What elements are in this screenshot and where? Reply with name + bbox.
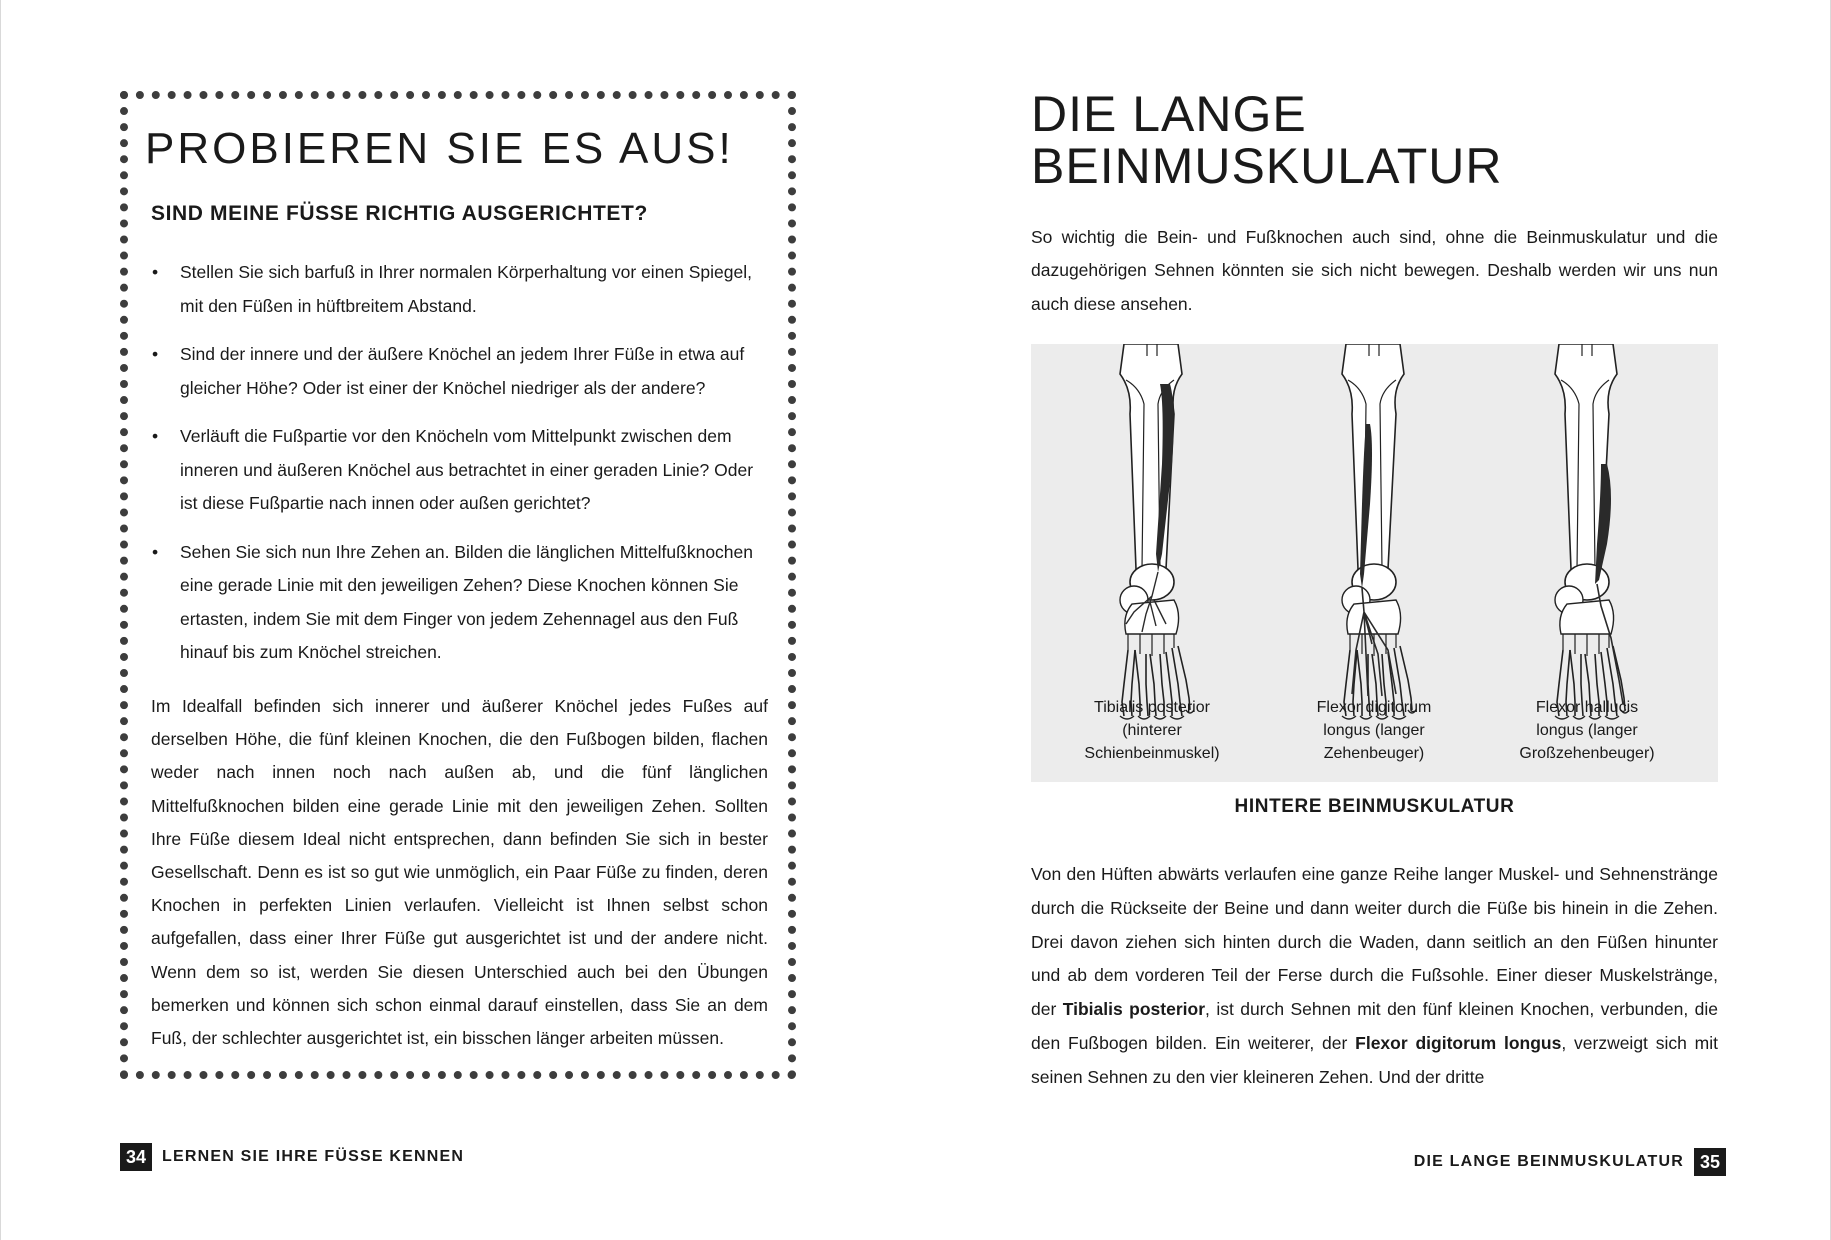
- body-paragraph: [1031, 858, 1718, 1095]
- figure-label-line: Flexor digitorum: [1316, 699, 1432, 716]
- figure-label-line: Zehenbeuger): [1323, 745, 1425, 762]
- body-term-flexor-digitorum-longus: Flexor digitorum longus: [1355, 1032, 1562, 1053]
- flexor-digitorum-longus-illustration: [1342, 344, 1416, 719]
- figure-label-line: Flexor hallucis: [1535, 699, 1639, 716]
- figure-label-flexor-hallucis-longus: [1487, 696, 1687, 765]
- checklist-item: [152, 338, 768, 405]
- checklist-item: [152, 536, 768, 670]
- figure-label-line: longus (langer: [1323, 722, 1425, 739]
- bullet-icon: •: [152, 426, 159, 446]
- figure-caption: HINTERE BEINMUSKULATUR: [1234, 796, 1515, 817]
- body-text-part: , verzweigt sich mit seinen Sehnen zu den vier kleineren Zehen. Und der dritte: [1031, 1032, 1718, 1087]
- checklist-item: [152, 420, 768, 521]
- try-it-title: PROBIEREN SIE ES AUS!: [145, 124, 734, 173]
- page-edge-left: [0, 0, 1, 1240]
- page-number-left: 34: [120, 1143, 152, 1171]
- figure-label-line: Tibialis posterior: [1094, 699, 1210, 716]
- bullet-icon: •: [152, 344, 159, 364]
- bullet-icon: •: [152, 541, 159, 562]
- running-head-left: LERNEN SIE IHRE FÜSSE KENNEN: [162, 1148, 465, 1165]
- try-it-paragraph: Im Idealfall befinden sich innerer und äußerer Knöchel jedes Fußes auf derselben Höhe, die fünf kleinen Knochen, die den Fußbogen bilden, flachen weder nach innen noch nach außen ab, und die fünf länglichen Mittelfußknochen bilden eine gerade Linie mit den jeweiligen Zehen. Sollten Ihre Füße diesem Ideal nicht entsprechen, dann befinden Sie sich in bester Gesellschaft. Denn es ist so gut wie unmöglich, ein Paar Füße zu finden, deren Knochen in perfekten Linien verlaufen. Vielleicht ist Ihnen selbst schon aufgefallen, dass einer Ihrer Füße gut ausgerichtet ist und der andere nicht. Wenn dem so ist, werden Sie diesen Unterschied auch bei den Übungen bemerken und können sich schon einmal darauf einstellen, dass Sie an dem Fuß, der schlechter ausgerichtet ist, ein bisschen länger arbeiten müssen.: [151, 696, 768, 1049]
- page-title-line-2: BEINMUSKULATUR: [1031, 138, 1503, 194]
- body-text-part: , ist durch Sehnen mit den fünf kleinen Knochen, verbunden, die den Fußbogen bilden. Ein weiterer, der: [1031, 999, 1719, 1053]
- footer-right: [1404, 1148, 1726, 1176]
- bullet-icon: •: [152, 262, 159, 282]
- intro-paragraph: So wichtig die Bein- und Fußknochen auch sind, ohne die Beinmuskulatur und die dazugehörigen Sehnen könnten sie sich nicht bewegen. Deshalb werden wir uns nun auch diese ansehen.: [1031, 227, 1718, 314]
- figure-label-flexor-digitorum-longus: [1274, 696, 1474, 765]
- page-title-line-1: DIE LANGE: [1031, 86, 1307, 142]
- page-title: [1031, 88, 1502, 192]
- checklist-item: [152, 256, 768, 323]
- checklist-item-text: Sehen Sie sich nun Ihre Zehen an. Bilden die länglichen Mittelfußknochen eine gerade Linie mit den jeweiligen Zehen? Diese Knochen können Sie ertasten, indem Sie mit dem Finger von jedem Zehennagel aus den Fuß hinauf bis zum Knöchel streichen.: [180, 541, 754, 662]
- checklist-item-text: Sind der innere und der äußere Knöchel an jedem Ihrer Füße in etwa auf gleicher Höhe? Oder ist einer der Knöchel niedriger als der andere?: [180, 344, 745, 398]
- figure-label-tibialis-posterior: [1052, 696, 1252, 765]
- footer-left: [120, 1143, 474, 1171]
- checklist-item-text: Verläuft die Fußpartie vor den Knöcheln vom Mittelpunkt zwischen dem inneren und äußeren Knöchel aus betrachtet in einer geraden Linie? Oder ist diese Fußpartie nach innen oder außen gerichtet?: [180, 426, 754, 513]
- flexor-hallucis-longus-illustration: [1555, 344, 1629, 719]
- tibialis-posterior-illustration: [1120, 344, 1194, 719]
- running-head-right: DIE LANGE BEINMUSKULATUR: [1413, 1153, 1684, 1170]
- body-text-part: Von den Hüften abwärts verlaufen eine ganze Reihe langer Muskel- und Sehnenstränge durch die Rückseite der Beine und dann weiter durch die Füße bis hinein in die Zehen. Drei davon ziehen sich hinten durch die Waden, dann seitlich an den Füßen hinunter und ab dem vorderen Teil der Ferse durch die Fußsohle. Einer dieser Muskelstränge, der: [1031, 864, 1718, 1020]
- figure-label-line: longus (langer: [1536, 722, 1638, 739]
- try-it-subtitle: SIND MEINE FÜSSE RICHTIG AUSGERICHTET?: [151, 202, 648, 225]
- checklist-item-text: Stellen Sie sich barfuß in Ihrer normalen Körperhaltung vor einen Spiegel, mit den Füßen in hüftbreitem Abstand.: [180, 262, 752, 316]
- figure-label-line: Großzehenbeuger): [1519, 745, 1655, 762]
- leg-muscles-figure: [1031, 344, 1718, 782]
- checklist: [152, 256, 768, 685]
- figure-label-line: Schienbeinmuskel): [1084, 745, 1220, 762]
- figure-label-line: (hinterer: [1122, 722, 1182, 739]
- page-number-right: 35: [1694, 1148, 1726, 1176]
- body-term-tibialis-posterior: Tibialis posterior: [1062, 999, 1206, 1020]
